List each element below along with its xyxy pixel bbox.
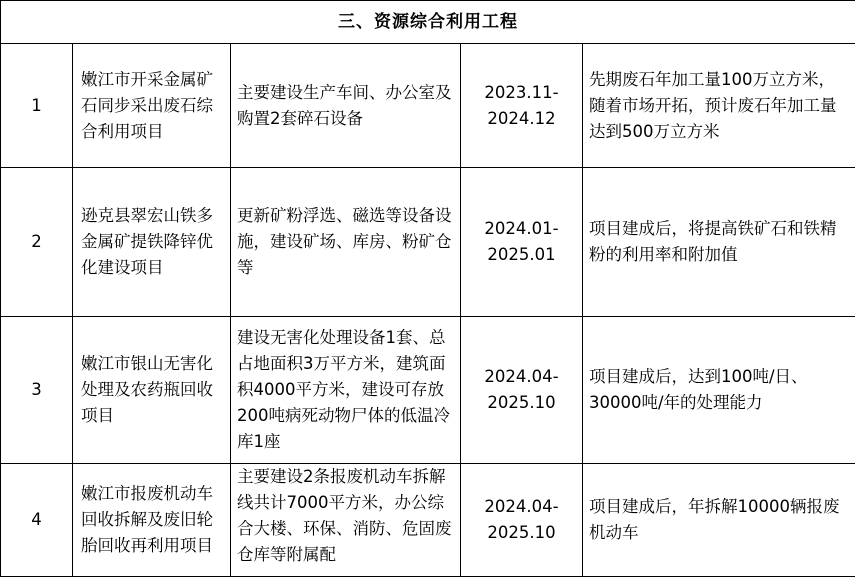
construction-content: 建设无害化处理设备1套、总占地面积3万平方米，建筑面积4000平方米，建设可存放200吨病死动物尸体的低温冷库1座 <box>231 317 461 464</box>
period-start: 2024.04- <box>461 494 582 520</box>
period-end: 2025.10 <box>461 390 582 416</box>
construction-period <box>461 44 583 168</box>
project-name: 嫩江市报废机动车回收拆解及废旧轮胎回收再利用项目 <box>73 464 231 577</box>
project-name: 嫩江市开采金属矿石同步采出废石综合利用项目 <box>73 44 231 168</box>
construction-content: 主要建设2条报废机动车拆解线共计7000平方米，办公综合大楼、环保、消防、危固废仓库等附属配 <box>231 464 461 577</box>
construction-period <box>461 168 583 317</box>
construction-period <box>461 464 583 577</box>
expected-effect: 项目建成后，年拆解10000辆报废机动车 <box>583 464 855 577</box>
row-number: 4 <box>1 464 73 577</box>
project-name: 逊克县翠宏山铁多金属矿提铁降锌优化建设项目 <box>73 168 231 317</box>
expected-effect: 项目建成后，将提高铁矿石和铁精粉的利用率和附加值 <box>583 168 855 317</box>
table-row <box>1 464 855 577</box>
row-number: 1 <box>1 44 73 168</box>
period-end: 2024.12 <box>461 106 582 132</box>
expected-effect: 先期废石年加工量100万立方米，随着市场开拓，预计废石年加工量达到500万立方米 <box>583 44 855 168</box>
table-row <box>1 44 855 168</box>
period-end: 2025.01 <box>461 242 582 268</box>
construction-content: 主要建设生产车间、办公室及购置2套碎石设备 <box>231 44 461 168</box>
period-end: 2025.10 <box>461 520 582 546</box>
table-row <box>1 317 855 464</box>
period-start: 2024.04- <box>461 364 582 390</box>
table-row <box>1 168 855 317</box>
expected-effect: 项目建成后，达到100吨/日、30000吨/年的处理能力 <box>583 317 855 464</box>
section-header-row <box>1 1 855 44</box>
construction-content: 更新矿粉浮选、磁选等设备设施，建设矿场、库房、粉矿仓等 <box>231 168 461 317</box>
construction-period <box>461 317 583 464</box>
row-number: 2 <box>1 168 73 317</box>
project-name: 嫩江市银山无害化处理及农药瓶回收项目 <box>73 317 231 464</box>
section-title: 三、资源综合利用工程 <box>1 1 855 44</box>
period-start: 2023.11- <box>461 80 582 106</box>
period-start: 2024.01- <box>461 216 582 242</box>
row-number: 3 <box>1 317 73 464</box>
